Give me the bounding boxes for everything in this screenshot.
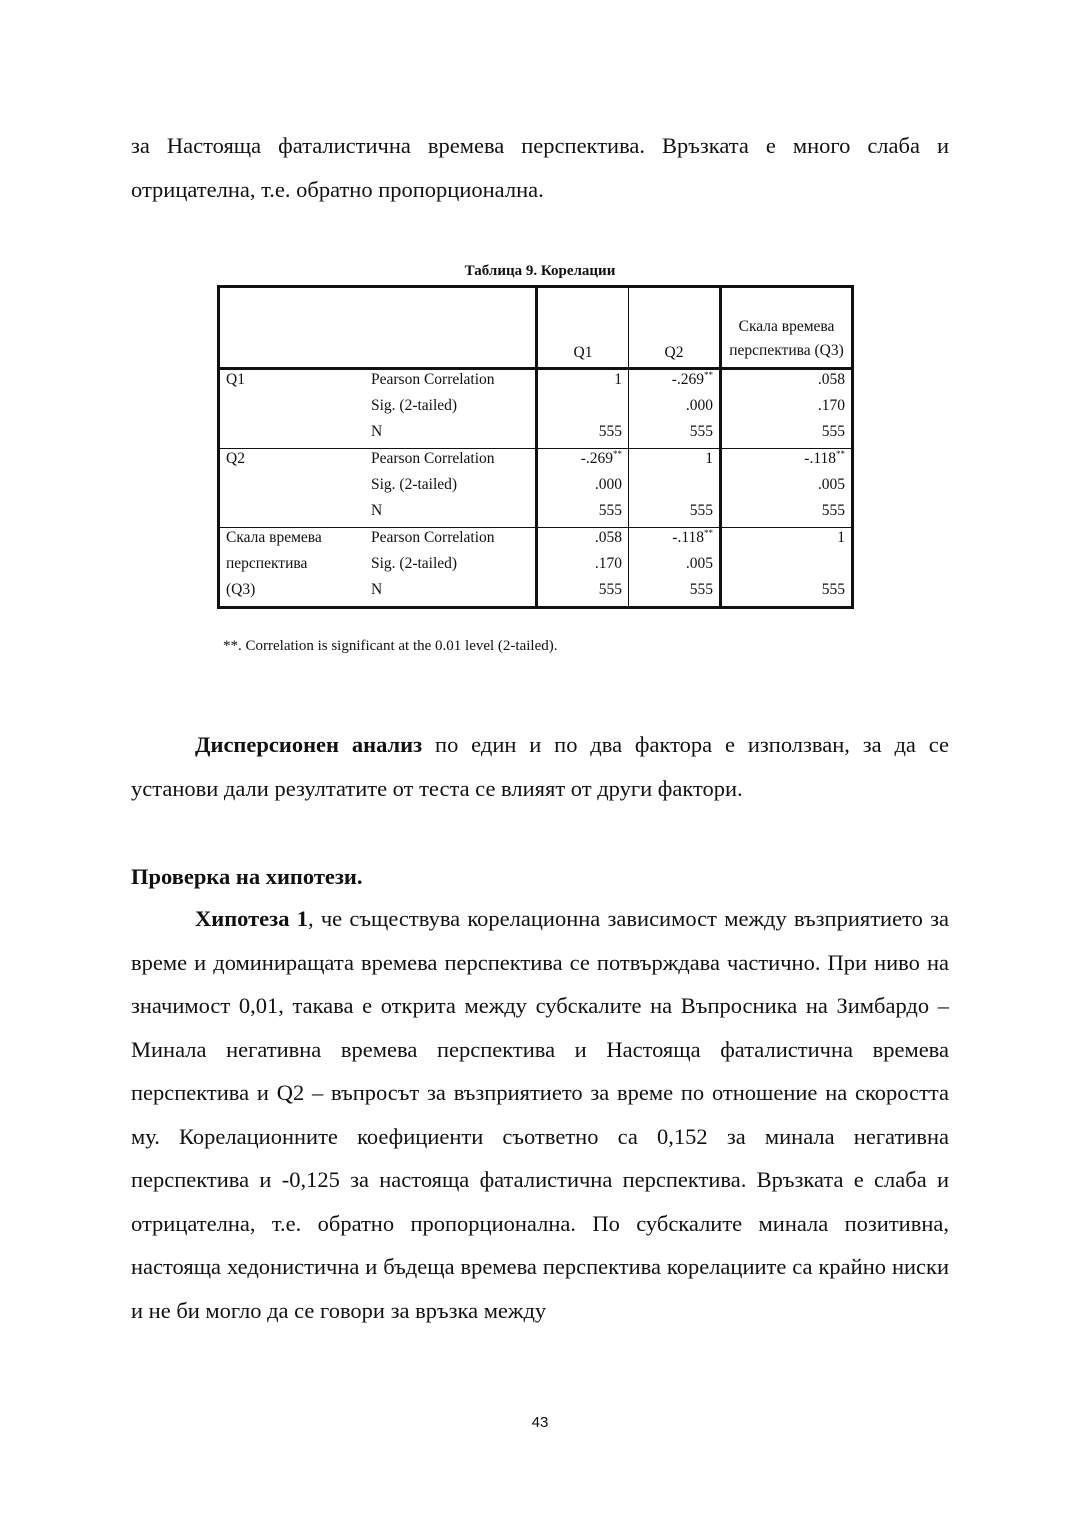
table-cell xyxy=(721,554,853,580)
table-cell: 555 xyxy=(721,580,853,608)
page-number: 43 xyxy=(531,1414,549,1431)
table-cell: 1 xyxy=(721,528,853,555)
table-cell: .170 xyxy=(537,554,629,580)
table-cell: 555 xyxy=(537,501,629,528)
table-cell xyxy=(537,396,629,422)
table-cell: 555 xyxy=(629,501,721,528)
table-cell: 555 xyxy=(721,422,853,449)
intro-paragraph: за Настояща фаталистична времева перспектива. Връзката е много слаба и отрицателна, т.е. обратно пропорционална. xyxy=(131,133,949,202)
table-cell: .005 xyxy=(721,475,853,501)
table-cell: -.269** xyxy=(537,449,629,476)
table-caption: Таблица 9. Корелации xyxy=(464,263,616,279)
table-cell: -.269** xyxy=(629,369,721,397)
table-cell: -.118** xyxy=(629,528,721,555)
stat-label: N xyxy=(371,502,383,519)
table-row xyxy=(219,396,853,422)
table-cell: .000 xyxy=(629,396,721,422)
stat-label: Sig. (2-tailed) xyxy=(371,397,458,414)
table-cell: .005 xyxy=(629,554,721,580)
table-row xyxy=(219,369,853,397)
section-heading: Проверка на хипотези. xyxy=(131,864,363,889)
table-cell xyxy=(629,475,721,501)
table-cell: 555 xyxy=(629,580,721,608)
stat-label: Pearson Correlation xyxy=(365,369,537,397)
table-row xyxy=(219,554,853,580)
table-cell: .000 xyxy=(537,475,629,501)
table-cell: 555 xyxy=(537,580,629,608)
row-group-label: Q2 xyxy=(219,449,366,476)
stat-label: Sig. (2-tailed) xyxy=(371,476,458,493)
significance-mark: ** xyxy=(704,370,713,380)
table-row xyxy=(219,422,853,449)
header-q1: Q1 xyxy=(537,287,629,369)
table-cell: .058 xyxy=(537,528,629,555)
table-row xyxy=(219,475,853,501)
table-row xyxy=(219,501,853,528)
table-row xyxy=(219,528,853,555)
table-cell: 1 xyxy=(629,449,721,476)
stat-label: Pearson Correlation xyxy=(365,528,537,555)
row-group-label: (Q3) xyxy=(226,581,256,598)
table-cell: -.118** xyxy=(721,449,853,476)
table-cell: 555 xyxy=(629,422,721,449)
significance-mark: ** xyxy=(836,449,845,459)
stat-label: Sig. (2-tailed) xyxy=(371,555,458,572)
table-cell: .170 xyxy=(721,396,853,422)
hypothesis-label: Хипотеза 1 xyxy=(195,906,308,931)
row-group-label: перспектива xyxy=(226,555,308,572)
header-q2: Q2 xyxy=(629,287,721,369)
stat-label: N xyxy=(371,581,383,598)
table-cell: 1 xyxy=(537,369,629,397)
correlation-table xyxy=(217,285,854,609)
row-group-label: Скала времева xyxy=(219,528,366,555)
dispersion-term: Дисперсионен анализ xyxy=(195,732,423,757)
dispersion-paragraph: Дисперсионен анализ по един и по два фактора е използван, за да се установи дали резултатите от теста се влияят от други фактори. xyxy=(131,732,950,801)
table-footnote: **. Correlation is significant at the 0.01 level (2-tailed). xyxy=(223,638,558,654)
significance-mark: ** xyxy=(704,528,713,538)
hypothesis-paragraph: Хипотеза 1, че съществува корелационна зависимост между възприятието за време и доминиращата времева перспектива се потвърждава частично. При ниво на значимост 0,01, такава е открита между субскалите на Въпросника на Зимбардо – Минала негативна времева перспектива и Настояща фаталистична времева перспектива и Q2 – въпросът за възприятието за време по отношение на скоростта му. Корелационните коефициенти съответно са 0,152 за минала негативна перспектива и -0,125 за настояща фаталистична перспектива. Връзката е слаба и отрицателна, т.е. обратно пропорционална. По субскалите минала позитивна, настояща хедонистична и бъдеща времева перспектива корелациите са крайно ниски и не би могло да се говори за връзка между xyxy=(131,906,949,1323)
row-group-label: Q1 xyxy=(219,369,366,397)
table-cell: 555 xyxy=(721,501,853,528)
stat-label: N xyxy=(371,423,383,440)
table-row xyxy=(219,449,853,476)
table-header-row xyxy=(219,287,853,369)
stat-label: Pearson Correlation xyxy=(365,449,537,476)
table-cell: .058 xyxy=(721,369,853,397)
table-row xyxy=(219,580,853,608)
header-q3: Скала времева перспектива (Q3) xyxy=(721,287,853,369)
table-cell: 555 xyxy=(537,422,629,449)
significance-mark: ** xyxy=(613,449,622,459)
